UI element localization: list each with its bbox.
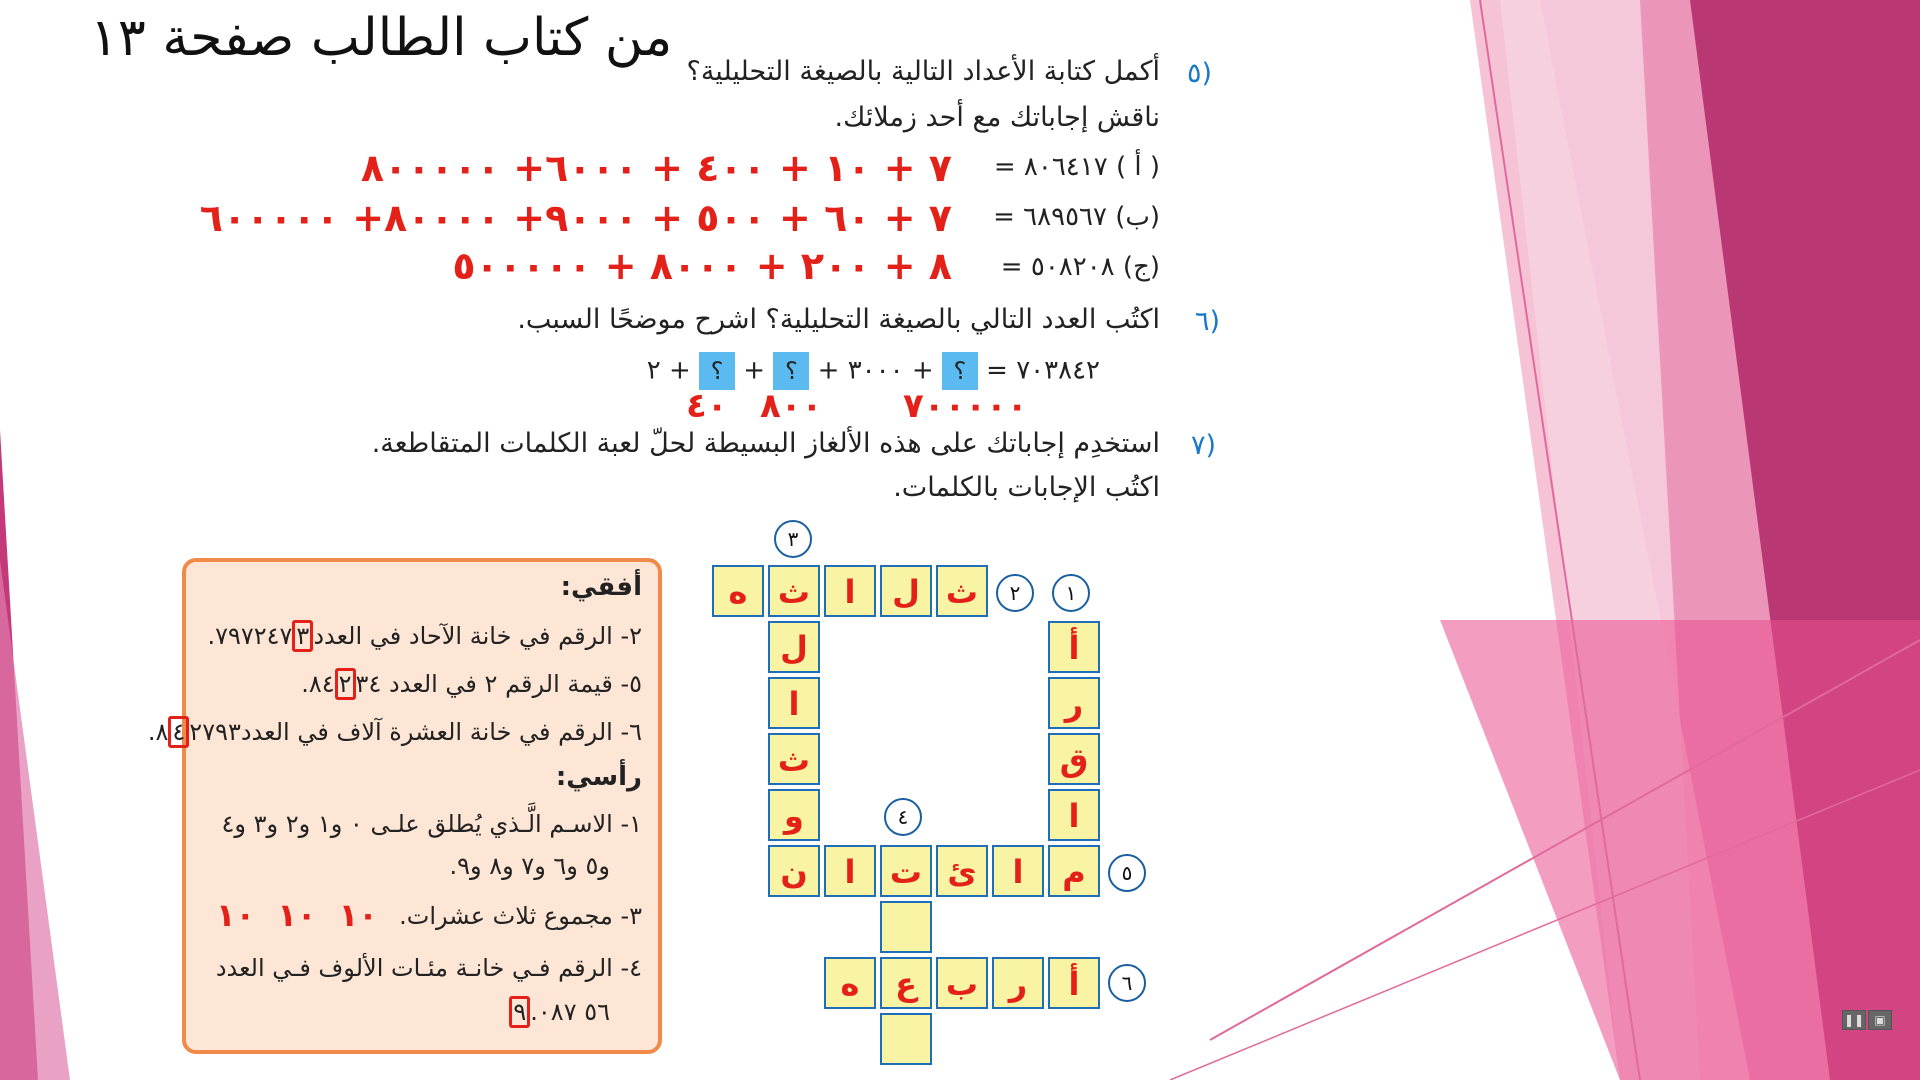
question-6-text: اكتُب العدد التالي بالصيغة التحليلية؟ اشرح موضحًا السبب.	[517, 304, 1160, 335]
crossword-cell: أ	[1048, 621, 1100, 673]
plus-sign: +	[743, 355, 766, 386]
crossword-cell: ا	[768, 677, 820, 729]
crossword-cell: أ	[1048, 957, 1100, 1009]
crossword-cell: و	[768, 789, 820, 841]
q5-item-c-given: (ج) ٥٠٨٢٠٨ =	[1000, 252, 1160, 282]
across-clue-5	[301, 668, 642, 700]
crossword-cell: ا	[824, 845, 876, 897]
crossword-cell: ب	[936, 957, 988, 1009]
crossword-cell: ا	[824, 565, 876, 617]
crossword-cell: ل	[768, 621, 820, 673]
highlighted-digit: ٩	[509, 996, 530, 1028]
clue-text: ٢- الرقم في خانة الآحاد في العدد	[313, 622, 642, 650]
pause-icon[interactable]: ❚❚	[1842, 1010, 1866, 1030]
q5-item-b-answer: ٧ + ٦٠ + ٥٠٠ + ٩٠٠٠+ ٨٠٠٠٠+ ٦٠٠٠٠٠	[199, 196, 952, 240]
crossword-cell: ا	[1048, 789, 1100, 841]
clue-number-5: ٥	[1108, 854, 1146, 892]
question-5-number: ٥)	[1186, 58, 1212, 89]
down-clue-3: ٣- مجموع ثلاث عشرات.	[399, 902, 642, 930]
clue-text: ٨٤.	[301, 670, 335, 698]
crossword-cell: ه	[824, 957, 876, 1009]
clue-text: ٦- الرقم في خانة العشرة آلاف في العدد٢٧٩٣	[189, 718, 642, 746]
crossword-cell: ث	[768, 733, 820, 785]
crossword-cell-empty	[880, 1013, 932, 1065]
crossword-cell: ر	[1048, 677, 1100, 729]
clue-number-2: ٢	[996, 574, 1034, 612]
question-5-subtext: ناقش إجاباتك مع أحد زملائك.	[834, 102, 1160, 133]
crossword-cell: ع	[880, 957, 932, 1009]
clue-number-1: ١	[1052, 574, 1090, 612]
crossword-cell: ث	[936, 565, 988, 617]
down-clue-3-answer: ١٠ ١٠ ١٠	[216, 896, 378, 934]
plus-sign: +	[817, 355, 840, 386]
q6-number: ٧٠٣٨٤٢ =	[986, 355, 1100, 386]
clue-text: ٥- قيمة الرقم ٢ في العدد ٣٤	[355, 670, 642, 698]
down-clue-1-line1: ١- الاسـم الَّـذي يُطلق علـى ٠ و١ و٢ و٣ و٤	[221, 810, 642, 838]
clue-number-3: ٣	[774, 520, 812, 558]
down-heading: رأسي:	[555, 762, 642, 792]
clue-text: ٧٩٧٢٤٧.	[207, 622, 293, 650]
q6-answer-800: ٨٠٠	[760, 386, 823, 426]
highlighted-digit: ٢	[335, 668, 356, 700]
q5-item-b-given: (ب) ٦٨٩٥٦٧ =	[993, 202, 1160, 232]
q6-answer-40: ٤٠	[686, 386, 728, 426]
question-7-text: استخدِم إجاباتك على هذه الألغاز البسيطة لحلّ لعبة الكلمات المتقاطعة.	[371, 428, 1160, 459]
q6-answer-700000: ٧٠٠٠٠٠	[903, 386, 1028, 426]
plus-sign: +	[668, 355, 691, 386]
down-clue-1-line2: و٥ و٦ و٧ و٨ و٩.	[449, 852, 610, 880]
crossword-cell: ر	[992, 957, 1044, 1009]
down-clue-4-line2	[509, 996, 610, 1028]
crossword-cell: ل	[880, 565, 932, 617]
across-clue-6	[148, 716, 642, 748]
across-clue-2	[207, 620, 642, 652]
crossword-cell: ت	[880, 845, 932, 897]
crossword-cell: ه	[712, 565, 764, 617]
q5-item-a-answer: ٧ + ١٠ + ٤٠٠ + ٦٠٠٠+ ٨٠٠٠٠٠	[360, 146, 952, 190]
clue-number-4: ٤	[884, 798, 922, 836]
crossword-cell: ئ	[936, 845, 988, 897]
question-7-subtext: اكتُب الإجابات بالكلمات.	[893, 472, 1160, 503]
crossword-cell: ن	[768, 845, 820, 897]
crossword-cell: ث	[768, 565, 820, 617]
down-clue-4-line1: ٤- الرقم فـي خانـة مئـات الألوف فـي العدد	[215, 954, 642, 982]
q6-term-2: ٢	[646, 355, 661, 386]
crossword-cell: ق	[1048, 733, 1100, 785]
q5-item-a-given: ( أ ) ٨٠٦٤١٧ =	[993, 152, 1160, 182]
clue-text: ٥٦ ٠٨٧.	[530, 998, 610, 1026]
crossword-cell-empty	[880, 901, 932, 953]
question-6-number: ٦)	[1194, 306, 1220, 337]
question-7-number: ٧)	[1190, 430, 1216, 461]
across-heading: أفقي:	[560, 572, 642, 602]
q5-item-c-answer: ٨ + ٢٠٠ + ٨٠٠٠ + ٥٠٠٠٠٠	[452, 244, 952, 288]
crossword-cell: م	[1048, 845, 1100, 897]
q6-blank-box: ؟	[942, 352, 978, 390]
slideshow-icon[interactable]: ▣	[1868, 1010, 1892, 1030]
question-5-text: أكمل كتابة الأعداد التالية بالصيغة التحليلية؟	[686, 56, 1160, 87]
q6-term-3000: ٣٠٠٠	[847, 355, 904, 386]
q6-equation	[647, 352, 1100, 390]
clue-number-6: ٦	[1108, 964, 1146, 1002]
clue-text: ٨.	[147, 718, 169, 746]
highlighted-digit: ٣	[292, 620, 313, 652]
clues-panel	[147, 558, 662, 1054]
q6-blank-box: ؟	[699, 352, 735, 390]
highlighted-digit: ٤	[168, 716, 189, 748]
q6-blank-box: ؟	[773, 352, 809, 390]
plus-sign: +	[911, 355, 934, 386]
crossword-cell: ا	[992, 845, 1044, 897]
page-title: من كتاب الطالب صفحة ١٣	[90, 8, 673, 68]
